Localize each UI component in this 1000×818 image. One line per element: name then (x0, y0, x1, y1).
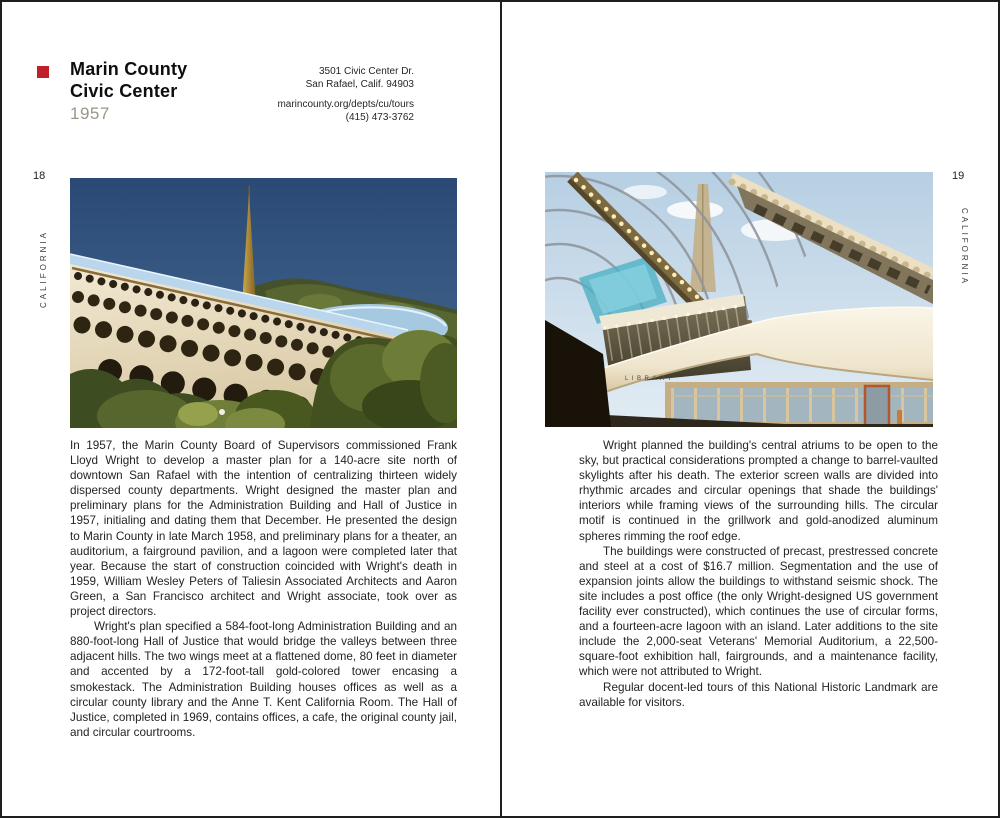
figure-silhouette (897, 410, 902, 424)
paragraph: In 1957, the Marin County Board of Supervisors commissioned Frank Lloyd Wright to develop a master plan for a 140-acre site north of downtown San Rafael with the intention of centralizing thirteen widely dispersed county departments. Wright designed the master plan and preliminary plans for the Administration Building and Hall of Justice in 1957, initialing and dating them that December. He presented the design to Marin County in late March 1958, and preliminary plans for a theater, an auditorium, a fairground pavilion, and a lagoon were completed later that year. Because the start of construction coincided with Wright's death in 1959, William Wesley Peters of Taliesin Associated Architects and Aaron Green, a San Francisco architect and Wright associate, took over as project directors. (70, 439, 457, 619)
tower-detail (702, 184, 704, 292)
paragraph: Wright's plan specified a 584-foot-long Administration Building and an 880-foot-long Hall of Justice that would bridge the valleys between three adjacent hills. The two wings meet at a flattened dome, 80 feet in diameter and accented by a 172-foot-tall gold-colored tower encasing a smokestack. The Administration Building houses offices as well as a circular county library and the Anne T. Kent California Room. The Hall of Justice, completed in 1969, contains offices, a cafe, the original county jail, and circular courtrooms. (70, 620, 457, 739)
margin-label-california-right: CALIFORNIA (960, 208, 969, 287)
entry-door (865, 386, 889, 426)
paragraph: Regular docent-led tours of this National Historic Landmark are available for visitors. (579, 680, 938, 709)
section-marker-square (37, 66, 49, 78)
interior-photo (545, 172, 933, 427)
cloud (667, 201, 723, 219)
lower-glass (671, 388, 933, 422)
paragraph: The buildings were constructed of precast, prestressed concrete and steel at a cost of $16.7 million. Segmentation and the use of expansion joints allow the buildings to withstand seismic shock. The site includes a post office (the only Wright-designed US government facility ever constructed), which continues the use of circular forms, and a fourteen-acre lagoon with an island. Later additions to the site include the 2,000-seat Veterans' Memorial Auditorium, a 22,500-square-foot exhibition hall, fairgrounds, and a maintenance facility, which were not attributed to Wright. (579, 544, 938, 679)
paragraph: Wright planned the building's central atriums to be open to the sky, but practical considerations prompted a change to barrel-vaulted skylights after his death. The exterior screen walls are divided into rhythmic arcades and circular openings that shade the buildings' interiors while framing views of the surrounding hills. The circular motif is continued in the grillwork and gold-anodized aluminum spheres rimming the roof edge. (579, 439, 938, 543)
page-gutter-divider (500, 2, 502, 816)
page-number-right: 19 (952, 170, 965, 182)
interior-photo-illustration (545, 172, 933, 427)
contact-website: marincounty.org/depts/cu/tours (277, 99, 414, 110)
page-number-left: 18 (33, 170, 46, 182)
contact-address-line1: 3501 Civic Center Dr. (318, 66, 414, 77)
contact-block (214, 65, 414, 124)
exterior-photo (70, 178, 457, 428)
library-sign: LIBRARY (625, 376, 676, 382)
contact-phone: (415) 473-3762 (345, 112, 414, 123)
chapter-year: 1957 (70, 104, 110, 123)
body-text-right (579, 438, 938, 710)
chapter-title (70, 58, 187, 102)
body-text-left (70, 438, 457, 740)
exterior-photo-illustration (70, 178, 457, 428)
chapter-title-line1: Marin County (70, 59, 188, 79)
margin-label-california-left: CALIFORNIA (39, 229, 48, 308)
tree-highlight (178, 402, 218, 426)
chapter-title-line2: Civic Center (70, 81, 178, 101)
contact-address-line2: San Rafael, Calif. 94903 (305, 79, 414, 90)
globe-light (219, 409, 225, 415)
